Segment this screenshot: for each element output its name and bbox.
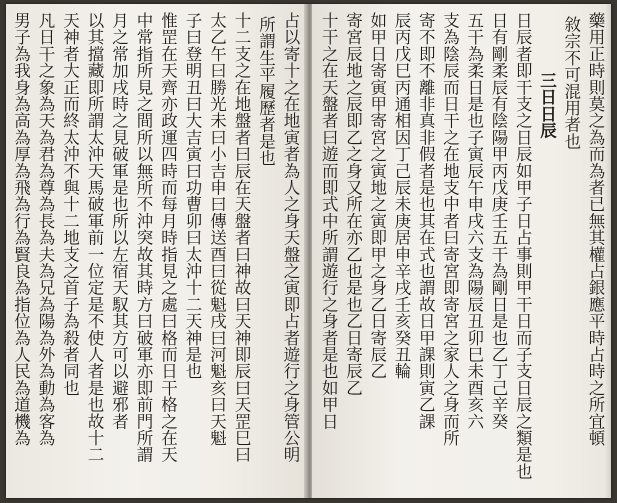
open-book (6, 4, 611, 498)
text-column: 十二支之在地盤者曰辰在天盤者曰神故曰天神即辰曰天罡巳曰 (232, 12, 251, 463)
page-edge-shadow (605, 4, 611, 498)
text-column: 藥用正時則莫之為而為者已無其權占銀應平時占時之所宜頓 (586, 12, 605, 447)
right-page-text (318, 12, 607, 492)
text-column: 十干之在天盤者曰遊而即式中所謂遊行之身者是也如甲日 (319, 12, 339, 430)
text-column: 寄宮辰地之辰即乙之身又所在亦乙也是也乙日寄辰乙 (343, 12, 363, 397)
text-column: 以其擋藏即所謂太沖天馬破軍前一位定是不使人者是也故十二 (85, 12, 104, 463)
text-column: 月之常加戌時之見破軍是也所以左宿天馭其方可以避邪者 (109, 12, 129, 430)
text-column: 太乙午曰勝光未曰小吉申曰傳送酉曰從魁戌曰河魁亥曰天魁 (207, 12, 227, 447)
text-column: 支為陰辰而日干之在地支中者曰寄宮即寄宮之家人之身而所 (440, 12, 460, 447)
text-column: 凡日干之象為天為君為尊為長為夫為兄為陽為外為動為客為 (36, 12, 55, 447)
right-page (312, 4, 611, 498)
text-column: 日有剛柔辰有陰陽甲丙戊庚壬五干為剛日是也乙丁己辛癸 (489, 12, 508, 430)
text-column: 五干為柔日是也子寅辰午申戌六支為陽辰丑卯巳未酉亥六 (464, 12, 484, 430)
text-column: 敘宗不可混用者也 (561, 16, 581, 150)
section-heading: 三日日辰 (537, 72, 557, 139)
text-column: 子曰登明丑曰大吉寅曰功曹卯曰太沖十二天神是也 (183, 12, 202, 380)
left-page-text (10, 12, 302, 492)
text-column: 占以寄十之在地寅者為人之身天盤之寅即占者遊行之身管公明 (281, 12, 300, 463)
text-column: 天神者大正而終太沖不與十二地支之首子為殺者同也 (60, 12, 80, 397)
left-page (6, 4, 306, 498)
text-column: 寄不即不離非真非假者是也其在式也謂故日甲課則寅乙課 (416, 12, 436, 430)
text-column: 如甲日寄寅甲寄宮之寅地之寅即甲之身乙日寄辰乙 (367, 12, 387, 380)
text-column: 男子為我身為高為厚為飛為行為賢良為指位為人民為道機為 (11, 12, 31, 447)
text-column: 惟罡在天齊亦政運四時而每月時指見之處曰格而日干格之在天 (158, 12, 178, 463)
text-column: 日辰者即干支之日辰如甲子日占事則甲干日而子支日辰之類是也 (513, 12, 533, 480)
text-column: 辰丙戊巳丙通相因丁己辰未庚居申辛戌壬亥癸丑輪 (392, 12, 411, 380)
text-column: 中常指所見之間所以無所不沖突故其時方曰破軍亦即前門所謂 (134, 12, 153, 463)
text-column: 所謂生平履歷者是也 (256, 16, 276, 167)
